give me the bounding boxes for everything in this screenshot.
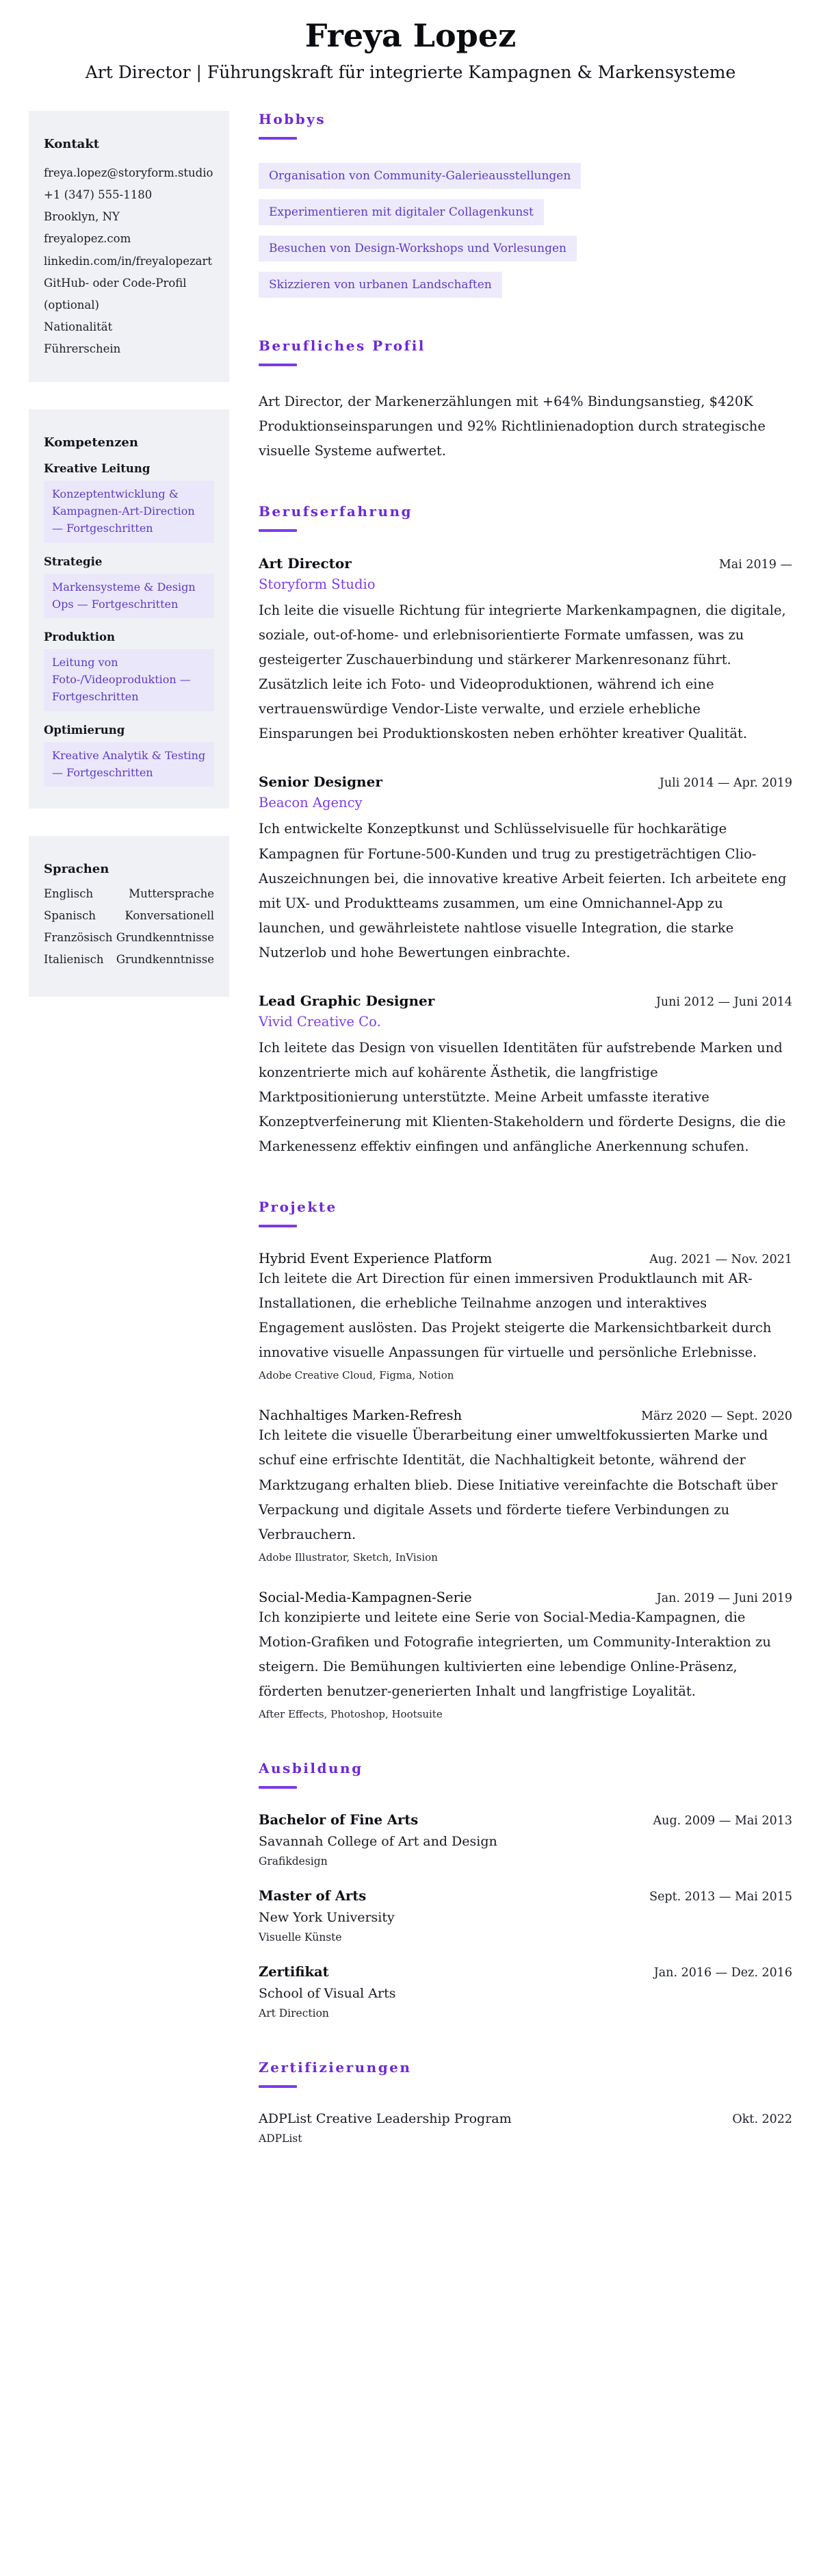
job-head	[259, 774, 792, 790]
page-title: Freya Lopez	[304, 17, 517, 54]
hobby-pill: Besuchen von Design-Workshops und Vorlesungen	[259, 235, 577, 262]
project-entry	[259, 1407, 792, 1563]
language-row	[44, 931, 214, 944]
education-dates: Aug. 2009 — Mai 2013	[653, 1813, 792, 1828]
content-columns	[0, 111, 821, 2184]
skills-box	[29, 409, 229, 808]
job-company: Storyform Studio	[259, 576, 376, 593]
project-entry	[259, 1590, 792, 1720]
section-hobbys	[259, 111, 792, 298]
contact-box	[29, 111, 229, 383]
project-description: Ich konzipierte und leitete eine Serie von Social-Media-Kampagnen, die Motion-Grafiken und Fotografie integrierten, um Community-Interaktion zu steigern. Die Bemühungen kultivierten eine lebendige Online-Präsenz, förderten benutzer-generierten Inhalt und langfristige Loyalität.	[259, 1609, 771, 1699]
skill-pill: Leitung von Foto-/Videoproduktion — Fortgeschritten	[44, 649, 214, 711]
language-row	[44, 953, 214, 966]
education-entry	[259, 1888, 792, 1943]
education-dates: Jan. 2016 — Dez. 2016	[653, 1965, 792, 1980]
contact-website: freyalopez.com	[44, 232, 131, 246]
education-field: Grafikdesign	[259, 1854, 328, 1867]
education-school: School of Visual Arts	[259, 1985, 396, 2001]
education-entry	[259, 1964, 792, 2019]
job-entry	[259, 774, 792, 965]
job-head	[259, 555, 792, 572]
project-dates: Aug. 2021 — Nov. 2021	[649, 1253, 792, 1267]
hobby-pill: Organisation von Community-Galerieausstellungen	[259, 163, 581, 189]
job-entry	[259, 555, 792, 746]
hobby-pill: Experimentieren mit digitaler Collagenkunst	[259, 199, 544, 225]
job-head	[259, 993, 792, 1009]
contact-nationality: Nationalität	[44, 320, 113, 334]
section-underline	[259, 1786, 297, 1789]
language-level: Grundkenntnisse	[116, 953, 214, 967]
education-school: Savannah College of Art and Design	[259, 1833, 497, 1849]
project-dates: Jan. 2019 — Juni 2019	[656, 1591, 792, 1605]
section-profil	[259, 337, 792, 463]
language-level: Muttersprache	[129, 887, 214, 901]
hobby-pill: Skizzieren von urbanen Landschaften	[259, 272, 502, 298]
job-title: Lead Graphic Designer	[259, 992, 435, 1009]
skill-group-label: Optimierung	[44, 723, 125, 737]
project-head	[259, 1590, 792, 1605]
education-entry	[259, 1812, 792, 1867]
section-underline	[259, 137, 297, 140]
section-ausbildung	[259, 1760, 792, 2019]
education-dates: Sept. 2013 — Mai 2015	[649, 1889, 792, 1904]
certification-entry	[259, 2111, 792, 2145]
language-name: Italienisch	[44, 953, 104, 967]
resume-header	[0, 0, 821, 82]
certification-name: ADPList Creative Leadership Program	[259, 2110, 512, 2126]
section-underline	[259, 364, 297, 366]
language-name: Französisch	[44, 931, 113, 945]
main-column	[259, 111, 792, 2184]
project-tools: Adobe Illustrator, Sketch, InVision	[259, 1551, 438, 1564]
education-school: New York University	[259, 1909, 395, 1925]
job-title: Senior Designer	[259, 774, 382, 791]
section-title-ausbildung: Ausbildung	[259, 1759, 363, 1776]
skill-pill: Kreative Analytik & Testing — Fortgeschritten	[44, 742, 214, 787]
section-title-profil: Berufliches Profil	[259, 337, 426, 354]
language-row	[44, 887, 214, 900]
education-field: Art Direction	[259, 2006, 329, 2019]
project-entry	[259, 1251, 792, 1381]
section-underline	[259, 529, 297, 532]
skill-group-label: Kreative Leitung	[44, 462, 151, 476]
job-company: Vivid Creative Co.	[259, 1013, 381, 1030]
project-description: Ich leitete die Art Direction für einen immersiven Produktlaunch mit AR-Installationen, die erhebliche Teilnahme anzogen und interaktives Engagement auslösten. Das Projekt steigerte die Markensichtbarkeit durch innovative visuelle Anpassungen für virtuelle und persönliche Erlebnisse.	[259, 1271, 772, 1361]
skill-pill: Markensysteme & Design Ops — Fortgeschritten	[44, 574, 214, 619]
language-level: Konversationell	[125, 909, 214, 923]
project-dates: März 2020 — Sept. 2020	[641, 1410, 792, 1424]
job-entry	[259, 993, 792, 1159]
project-title: Hybrid Event Experience Platform	[259, 1251, 493, 1267]
contact-email: freya.lopez@storyform.studio	[44, 166, 213, 179]
job-description: Ich entwickelte Konzeptkunst und Schlüsselvisuelle für hochkarätige Kampagnen für Fortune-500-Kunden und trug zu prestigeträchtigen Clio-Auszeichnungen bei, die innovative kreative Arbeit feierten. Ich arbeitete eng mit UX- und Produktteams zusammen, um eine Omnichannel-App zu launchen, und gewährleistete nahtlose visuelle Integration, die starke Nutzerlob und hohe Bewertungen einbrachte.	[259, 821, 787, 960]
job-title: Art Director	[259, 555, 352, 572]
education-head	[259, 1964, 792, 1980]
contact-title: Kontakt	[44, 136, 100, 151]
job-dates: Juli 2014 — Apr. 2019	[659, 776, 792, 791]
education-head	[259, 1812, 792, 1828]
project-title: Social-Media-Kampagnen-Serie	[259, 1589, 472, 1605]
skill-group-label: Produktion	[44, 630, 115, 644]
section-title-erfahrung: Berufserfahrung	[259, 503, 413, 520]
education-degree: Zertifikat	[259, 1963, 329, 1980]
language-row	[44, 909, 214, 922]
section-erfahrung	[259, 503, 792, 1159]
education-head	[259, 1888, 792, 1904]
job-description: Ich leitete das Design von visuellen Identitäten für aufstrebende Marken und konzentrierte mich auf kohärente Ästhetik, die langfristige Marktpositionierung unterstützte. Meine Arbeit umfasste iterative Konzeptverfeinerung mit Klienten-Stakeholdern und förderte Designs, die die Markenessenz effektiv einfingen und anfängliche Anerkennung schufen.	[259, 1039, 786, 1155]
education-degree: Bachelor of Fine Arts	[259, 1811, 419, 1828]
section-title-zertifizierungen: Zertifizierungen	[259, 2058, 412, 2076]
skill-group-label: Strategie	[44, 554, 103, 568]
section-zertifizierungen	[259, 2059, 792, 2145]
profile-summary: Art Director, der Markenerzählungen mit +64% Bindungsanstieg, $420K Produktionseinsparungen und 92% Richtlinienadoption durch strategische visuelle Systeme aufwertet.	[259, 393, 766, 459]
contact-linkedin: linkedin.com/in/freyalopezart	[44, 254, 213, 268]
project-tools: Adobe Creative Cloud, Figma, Notion	[259, 1369, 454, 1382]
section-title-hobbys: Hobbys	[259, 110, 326, 127]
project-head	[259, 1251, 792, 1266]
languages-box	[29, 836, 229, 997]
education-degree: Master of Arts	[259, 1887, 367, 1904]
languages-title: Sprachen	[44, 862, 109, 877]
skill-pill: Konzeptentwicklung & Kampagnen-Art-Direction — Fortgeschritten	[44, 481, 214, 542]
section-projekte	[259, 1199, 792, 1720]
language-level: Grundkenntnisse	[116, 931, 214, 945]
section-underline	[259, 2085, 297, 2088]
contact-location: Brooklyn, NY	[44, 210, 120, 224]
certification-issuer: ADPList	[259, 2132, 302, 2145]
job-dates: Mai 2019 —	[718, 558, 792, 572]
header-subtitle: Art Director | Führungskraft für integrierte Kampagnen & Markensysteme	[85, 62, 736, 82]
project-head	[259, 1407, 792, 1423]
certification-dates: Okt. 2022	[732, 2112, 792, 2126]
skills-title: Kompetenzen	[44, 435, 138, 450]
section-title-projekte: Projekte	[259, 1199, 337, 1216]
certification-head	[259, 2111, 792, 2126]
sidebar	[29, 111, 229, 1025]
contact-github: GitHub- oder Code-Profil (optional)	[44, 276, 187, 311]
education-field: Visuelle Künste	[259, 1930, 342, 1943]
job-description: Ich leite die visuelle Richtung für integrierte Markenkampagnen, die digitale, soziale, out-of-home- und erlebnisorientierte Formate umfassen, was zu gesteigerter Zuschauerbindung und stärkerer Markenresonanz führt. Zusätzlich leite ich Foto- und Videoproduktionen, während ich eine vertrauenswürdige Vendor-Liste verwalte, und erziele erhebliche Einsparungen bei Produktionskosten neben erhöhter kreativer Qualität.	[259, 602, 786, 742]
language-name: Spanisch	[44, 909, 96, 923]
job-company: Beacon Agency	[259, 795, 363, 811]
project-description: Ich leitete die visuelle Überarbeitung einer umweltfokussierten Marke und schuf eine erfrischte Identität, die Nachhaltigkeit betonte, während der Marktzugang erhalten blieb. Diese Initiative vereinfachte die Botschaft über Verpackung und digitale Assets und förderte tiefere Verbindungen zu Verbrauchern.	[259, 1427, 778, 1542]
section-underline	[259, 1225, 297, 1227]
project-title: Nachhaltiges Marken-Refresh	[259, 1407, 462, 1424]
contact-phone: +1 (347) 555-1180	[44, 188, 153, 202]
job-dates: Juni 2012 — Juni 2014	[655, 995, 792, 1009]
language-name: Englisch	[44, 887, 94, 901]
contact-license: Führerschein	[44, 342, 121, 356]
project-tools: After Effects, Photoshop, Hootsuite	[259, 1707, 443, 1720]
